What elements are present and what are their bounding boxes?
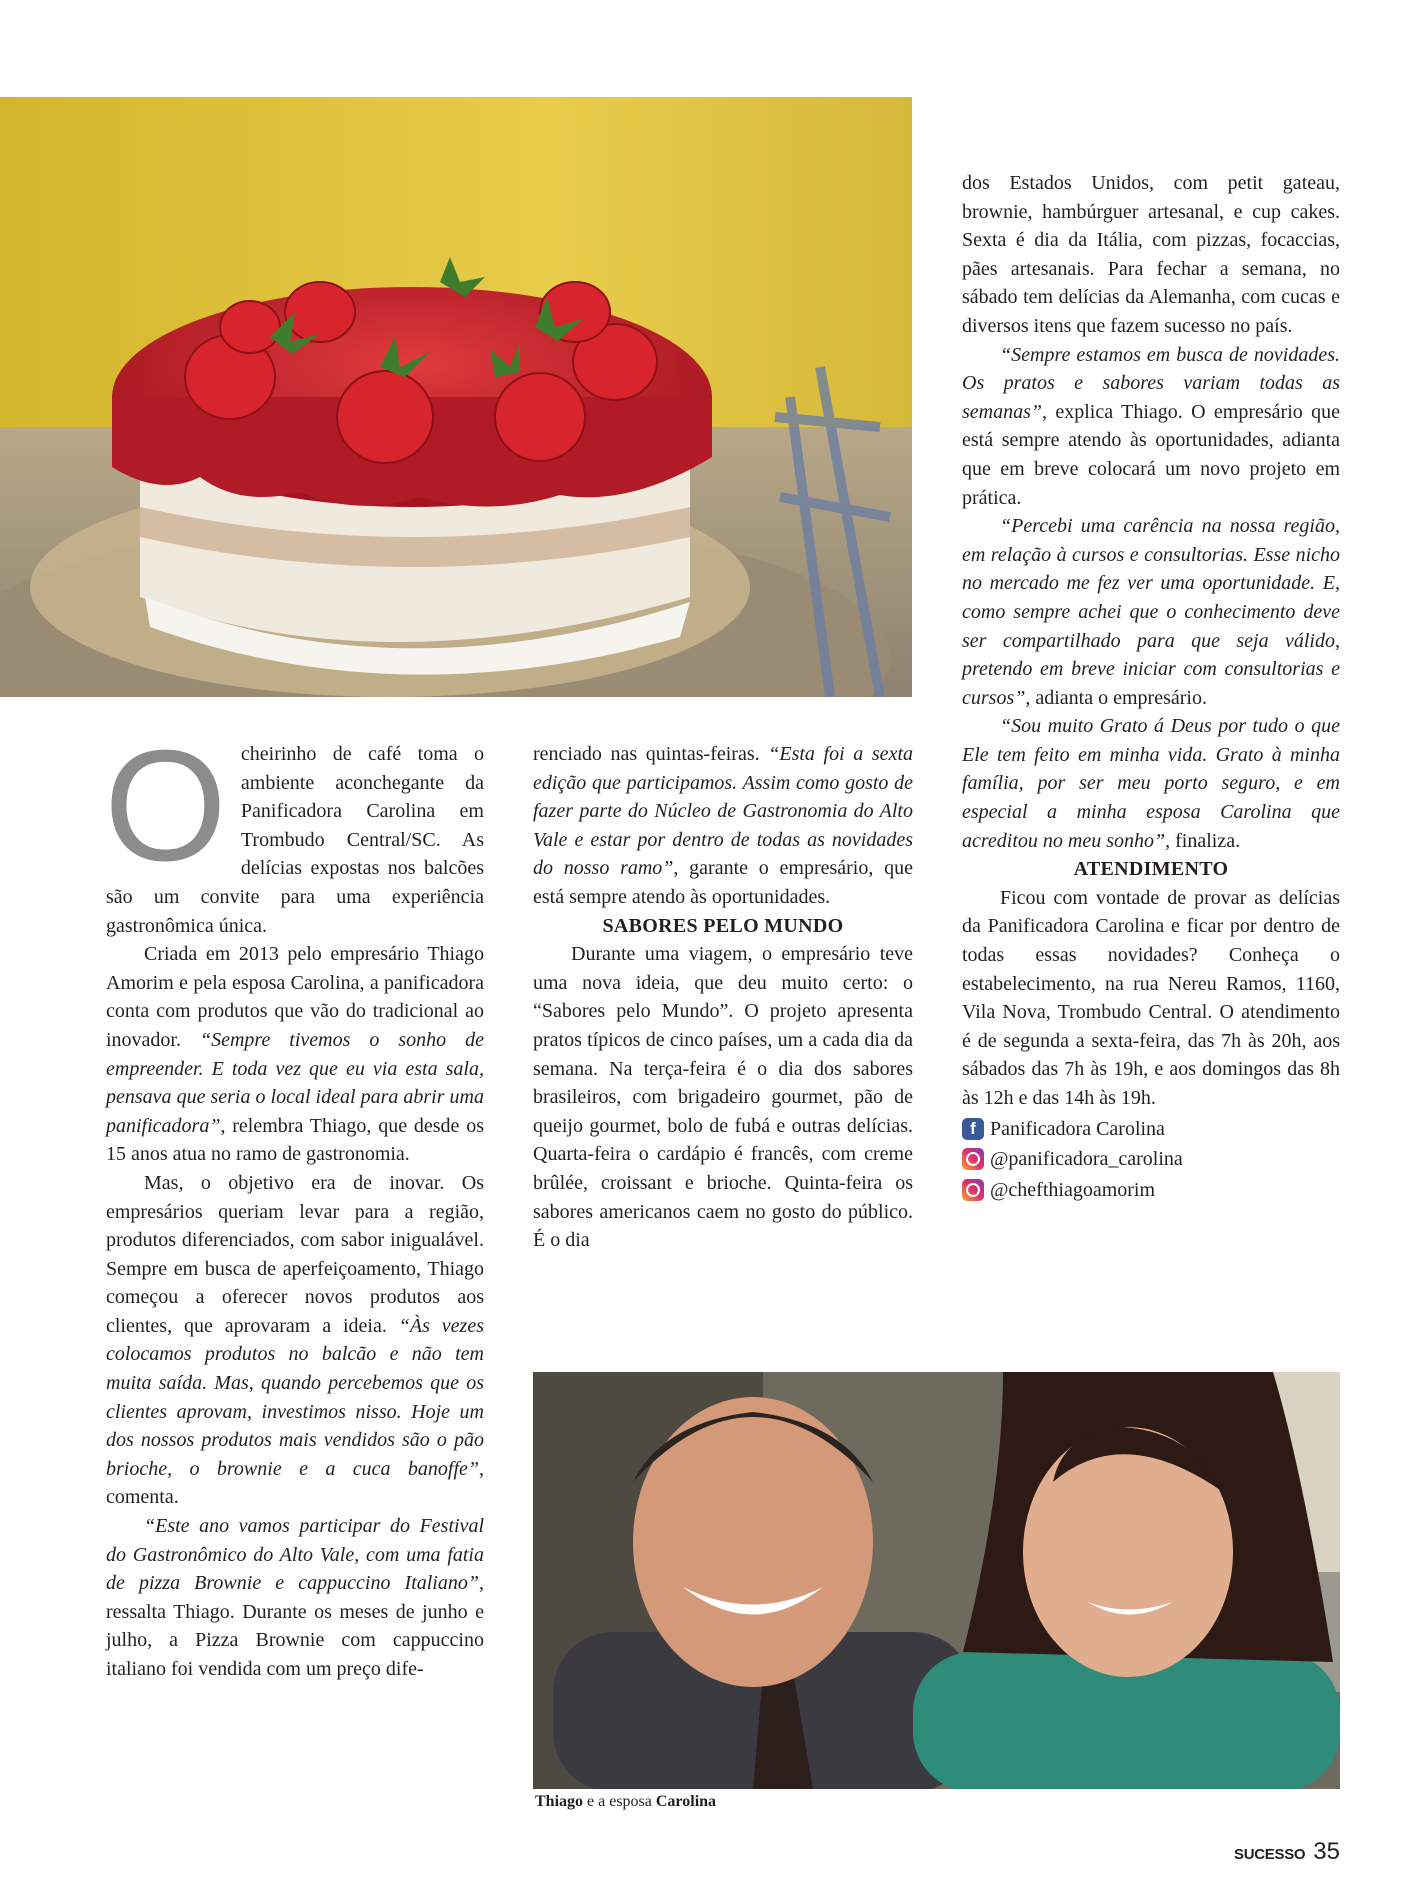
social-instagram[interactable] [962,1145,1340,1174]
paragraph: Ficou com vontade de provar as delícias da Panificadora Carolina e ficar por dentro de todas essas novidades? Conheça o estabelecimento, na rua Nereu Ramos, 1160, Vila Nova, Trombudo Central. O atendimento é de segunda a sexta-feira, das 7h às 20h, aos sábados das 7h às 19h, e aos domingos das 8h às 12h e das 14h às 19h. [962,886,1340,1109]
page-number: 35 [1313,1838,1340,1865]
paragraph: Criada em 2013 pelo empresário Thiago Amorim e pela esposa Carolina, a panificadora conta com produtos que vão do tradicional ao inovador. “Sempre tivemos o sonho de empreender. E toda vez que eu via esta sala, pensava que seria o local ideal para abrir uma panificadora”, relembra Thiago, que desde os 15 anos atua no ramo de gastronomia. [106,943,484,1166]
facebook-icon: f [962,1118,984,1140]
section-heading: ATENDIMENTO [1073,858,1229,881]
paragraph: “Este ano vamos participar do Festival do Gastronômico do Alto Vale, com uma fatia de pizza Brownie e cappuccino Italiano”, ressalta Thiago. Durante os meses de junho e julho, a Pizza Brownie com cappuccino italiano foi vendida com um preço dife- [106,1515,484,1680]
drop-cap: O [104,718,227,894]
intro-paragraph: Ocheirinho de café toma o ambiente aconchegante da Panificadora Carolina em Trombudo Central/SC. As delícias expostas nos balcões são um convite para uma experiência gastronômica única. [104,718,484,937]
social-facebook[interactable] [962,1115,1340,1144]
instagram-icon [962,1148,984,1170]
paragraph: Durante uma viagem, o empresário teve uma nova ideia, que deu muito certo: o “Sabores pelo Mundo”. O projeto apresenta pratos típicos de cinco países, um a cada dia da semana. Na terça-feira é o dia dos sabores brasileiros, com brigadeiro gourmet, pão de queijo gourmet, bolo de fubá e outras delícias. Quarta-feira o cardápio é francês, com creme brûlée, croissant e brioche. Quinta-feira os sabores americanos caem no gosto do público. É o dia [533,943,913,1252]
paragraph: dos Estados Unidos, com petit gateau, brownie, hambúrguer artesanal, e cup cakes. Sexta é dia da Itália, com pizzas, focaccias, pães artesanais. Para fechar a semana, no sábado tem delícias da Alemanha, com cucas e diversos itens que fazem sucesso no país. [962,172,1340,337]
paragraph: Mas, o objetivo era de inovar. Os empresários queriam levar para a região, produtos diferenciados, com sabor inigualável. Sempre em busca de aperfeiçoamento, Thiago começou a oferecer novos produtos aos clientes, que aprovaram a ideia. “Às vezes colocamos produtos no balcão e não tem muita saída. Mas, quando percebemos que os clientes aprovam, investimos nisso. Hoje um dos nossos produtos mais vendidos são o pão brioche, o brownie e a cuca banoffe”, comenta. [106,1171,484,1509]
section-heading: SABORES PELO MUNDO [602,914,844,937]
article-column-1 [104,718,484,1684]
social-handle: @chefthiagoamorim [990,1178,1156,1201]
instagram-icon [962,1179,984,1201]
paragraph: “Percebi uma carência na nossa região, em relação à cursos e consultorias. Esse nicho no mercado me fez ver uma oportunidade. E, como sempre achei que o conhecimento deve ser compartilhado para que seja válido, pretendo em breve iniciar com consultorias e cursos”, adianta o empresário. [962,515,1340,709]
social-handle: Panificadora Carolina [990,1117,1165,1140]
social-handle: @panificadora_carolina [990,1148,1183,1171]
social-instagram[interactable] [962,1176,1340,1205]
cake-photo [0,97,912,697]
paragraph: renciado nas quintas-feiras. “Esta foi a sexta edição que participamos. Assim como gosto de fazer parte do Núcleo de Gastronomia do Alto Vale e estar por dentro de todas as novidades do nosso ramo”, garante o empresário, que está sempre atendo às oportunidades. [533,743,913,908]
page-footer [1234,1838,1340,1866]
couple-photo [533,1372,1340,1789]
paragraph: “Sou muito Grato á Deus por tudo o que Ele tem feito em minha vida. Grato à minha família, por ser meu porto seguro, e em especial a minha esposa Carolina que acreditou no meu sonho”, finaliza. [962,715,1340,852]
article-column-2 [533,740,913,1255]
article-column-3 [962,169,1340,1204]
paragraph: “Sempre estamos em busca de novidades. Os pratos e sabores variam todas as semanas”, explica Thiago. O empresário que está sempre atendo às oportunidades, adianta que em breve colocará um novo projeto em prática. [962,343,1340,509]
photo-caption: Thiago e a esposa Carolina [533,1789,749,1815]
magazine-brand: SUCESSO [1234,1846,1306,1863]
